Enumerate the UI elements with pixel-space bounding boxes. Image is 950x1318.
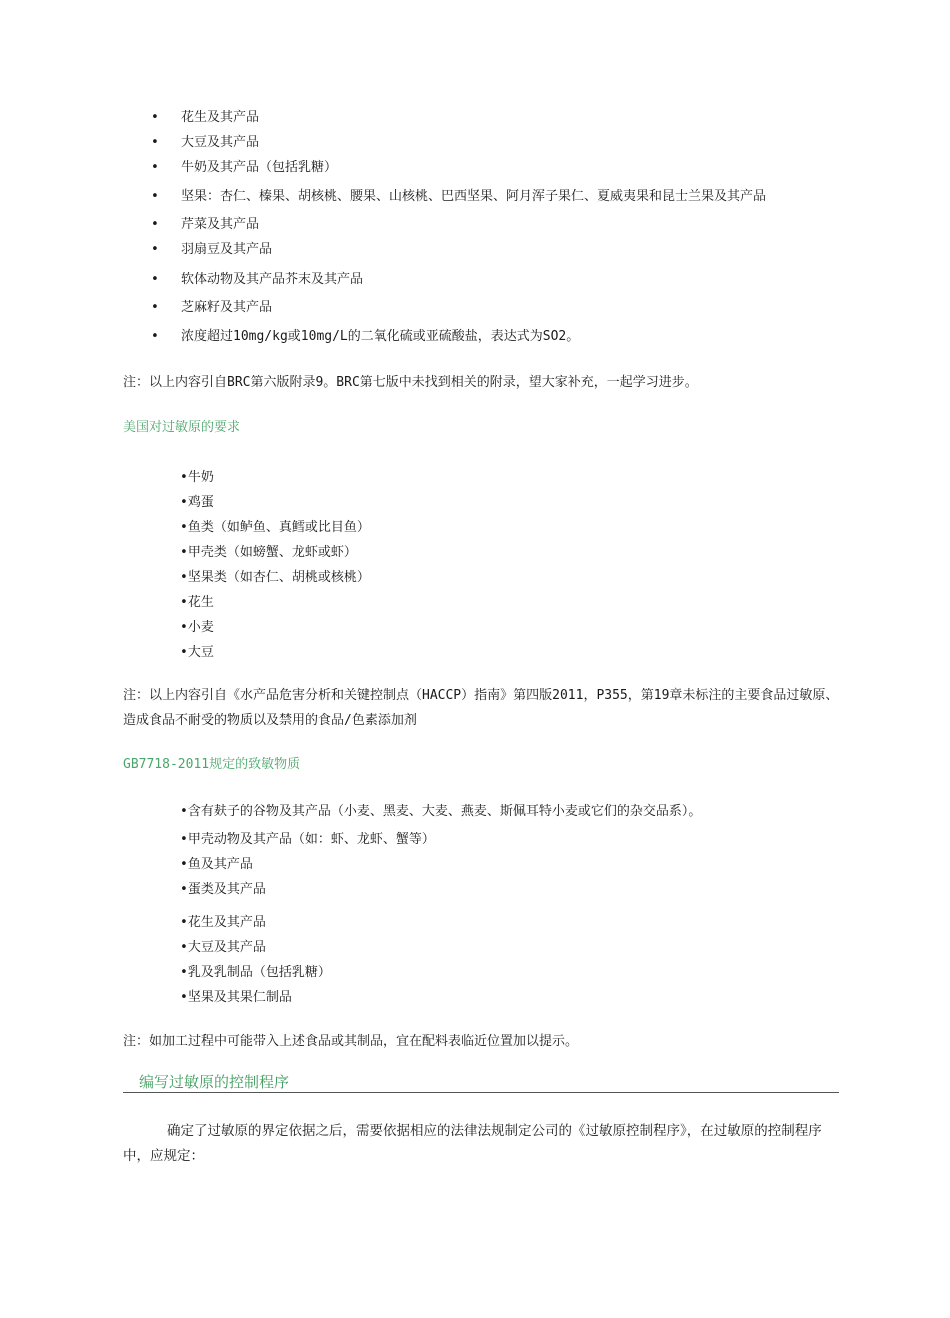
bullet-marker: • [151,329,159,344]
list-item: •大豆 [180,645,214,660]
bullet-marker: • [151,242,159,257]
note-brc: 注：以上内容引自BRC第六版附录9。BRC第七版中未找到相关的附录，望大家补充，一起学习进步。 [123,375,698,390]
list-item: 芹菜及其产品 [181,217,260,232]
list-item: •花生及其产品 [180,915,266,930]
list-item: •大豆及其产品 [180,940,266,955]
list-item: 芝麻籽及其产品 [181,300,273,315]
list-item: •坚果及其果仁制品 [180,990,292,1005]
list-item: 浓度超过10mg/kg或10mg/L的二氧化硫或亚硫酸盐，表达式为SO2。 [181,329,580,344]
bullet-marker: • [151,217,159,232]
list-item: 坚果：杏仁、榛果、胡核桃、腰果、山核桃、巴西坚果、阿月浑子果仁、夏威夷果和昆士兰果及其产品 [181,189,767,204]
list-item: •鱼类（如鲈鱼、真鳕或比目鱼） [180,520,370,535]
list-item: 牛奶及其产品（包括乳糖） [181,160,338,175]
bullet-marker: • [151,110,159,125]
list-item: 花生及其产品 [181,110,260,125]
list-item: •坚果类（如杏仁、胡桃或核桃） [180,570,370,585]
list-item: •鱼及其产品 [180,857,253,872]
note-haccp: 注：以上内容引自《水产品危害分析和关键控制点（HACCP）指南》第四版2011，P355，第19章未标注的主要食品过敏原、造成食品不耐受的物质以及禁用的食品/色素添加剂 [123,688,839,728]
section-title-gb: GB7718-2011规定的致敏物质 [123,757,301,772]
note-gb: 注：如加工过程中可能带入上述食品或其制品，宜在配料表临近位置加以提示。 [123,1034,579,1049]
section-title-us: 美国对过敏原的要求 [123,420,241,435]
list-item: 软体动物及其产品芥末及其产品 [181,272,364,287]
list-item: •乳及乳制品（包括乳糖） [180,965,331,980]
list-item: •牛奶 [180,470,214,485]
bullet-marker: • [151,189,159,204]
list-item: •鸡蛋 [180,495,214,510]
bullet-marker: • [151,135,159,150]
section-heading-control [123,1072,839,1093]
control-paragraph: 确定了过敏原的界定依据之后，需要依据相应的法律法规制定公司的《过敏原控制程序》，在过敏原的控制程序中，应规定： [123,1123,822,1164]
list-item: •花生 [180,595,214,610]
bullet-marker: • [151,272,159,287]
list-item: •蛋类及其产品 [180,882,266,897]
list-item: 大豆及其产品 [181,135,260,150]
list-item: •含有麸子的谷物及其产品（小麦、黑麦、大麦、燕麦、斯佩耳特小麦或它们的杂交品系）。 [180,804,702,819]
list-item: •甲壳类（如螃蟹、龙虾或虾） [180,545,357,560]
section-heading-text: 编写过敏原的控制程序 [139,1073,290,1091]
bullet-marker: • [151,160,159,175]
list-item: •小麦 [180,620,214,635]
bullet-marker: • [151,300,159,315]
list-item: •甲壳动物及其产品（如：虾、龙虾、蟹等） [180,832,435,847]
list-item: 羽扇豆及其产品 [181,242,273,257]
